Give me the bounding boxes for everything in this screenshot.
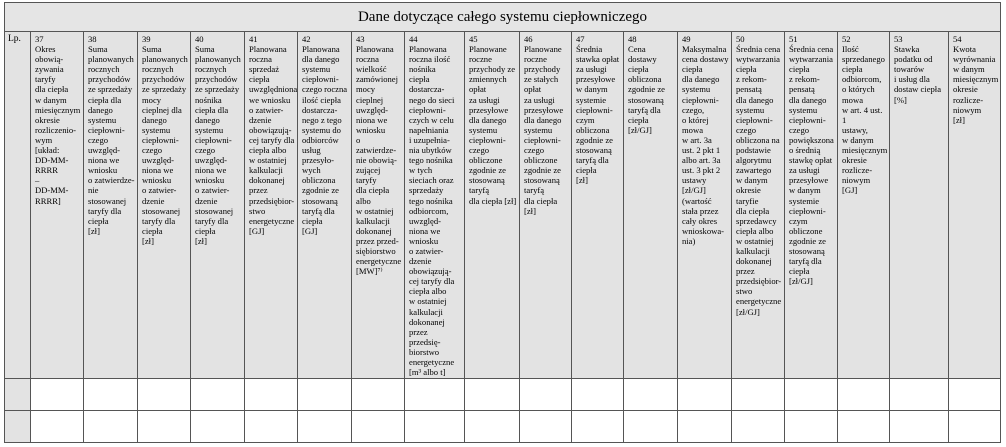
- column-description: Suma planowanych rocznych przychodów ze sprzedaży ciepła dla danego systemu ciepłowni- czego uwzględ- niona we wniosku o zatwierdze- nie stosowanej taryfy dla ciepła [zł]: [88, 44, 135, 236]
- column-number: 38: [88, 34, 97, 44]
- table-cell[interactable]: [31, 411, 84, 443]
- column-header-43: [352, 32, 405, 379]
- table-cell[interactable]: [678, 379, 732, 411]
- lp-header: Lp.: [5, 32, 31, 379]
- column-number: 48: [628, 34, 637, 44]
- column-description: Ilość sprzedanego ciepła odbiorcom, o których mowa w art. 4 ust. 1 ustawy, w danym miesięcznym okresie rozlicze- niowym [GJ]: [842, 44, 888, 196]
- table-cell[interactable]: [298, 411, 352, 443]
- column-number: 37: [35, 34, 44, 44]
- column-header-46: [520, 32, 572, 379]
- column-description: Okres obowią- zywania taryfy dla ciepła w danym miesięcznym okresie rozliczenio- wym [układ: DD-MM- RRRR – DD-MM- RRRR]: [35, 44, 81, 206]
- table-cell[interactable]: [890, 411, 949, 443]
- column-number: 50: [736, 34, 745, 44]
- column-header-38: [84, 32, 138, 379]
- column-number: 41: [249, 34, 258, 44]
- table-cell[interactable]: [191, 379, 245, 411]
- table-cell[interactable]: [405, 379, 465, 411]
- table-cell[interactable]: [84, 379, 138, 411]
- column-header-39: [138, 32, 191, 379]
- column-number: 46: [524, 34, 533, 44]
- lp-cell[interactable]: [5, 411, 31, 443]
- column-header-52: [838, 32, 890, 379]
- column-description: Średnia stawka opłat za usługi przesyłowe w danym systemie ciepłowni- czym obliczona zgodnie ze stosowaną taryfą dla ciepła [zł]: [576, 44, 620, 186]
- column-description: Planowana roczna ilość nośnika ciepła dostarcza- nego do sieci ciepłowni- czych w celu napełniania i uzupełnia- nia ubytków tego nośnika w tych sieciach oraz sprzedaży tego nośnika odbiorcom, uwzględ- niona we wniosku o zatwier- dzenie obowiązują- cej taryfy dla ciepła albo w ostatniej kalkulacji dokonanej przez przedsię- biorstwo energetyczne [m³ albo t]: [409, 44, 455, 378]
- column-header-51: [785, 32, 838, 379]
- column-number: 54: [953, 34, 962, 44]
- table-cell[interactable]: [838, 379, 890, 411]
- column-header-53: [890, 32, 949, 379]
- column-header-40: [191, 32, 245, 379]
- column-description: Planowana roczna sprzedaż ciepła uwzględniona we wniosku o zatwier- dzenie obowiązują- cej taryfy dla ciepła albo w ostatniej kalkulacji dokonanej przez przedsiębior- stwo energetyczne [GJ]: [249, 44, 298, 236]
- document-page: [4, 2, 1000, 442]
- column-number: 40: [195, 34, 204, 44]
- table-cell[interactable]: [732, 379, 785, 411]
- column-description: Suma planowanych rocznych przychodów ze sprzedaży mocy cieplnej dla danego systemu ciepłowni- czego uwzględ- niona we wniosku o zatwier- dzenie stosowanej taryfy dla ciepła [zł]: [142, 44, 188, 246]
- column-number: 44: [409, 34, 418, 44]
- column-header-42: [298, 32, 352, 379]
- table-cell[interactable]: [465, 379, 520, 411]
- column-header-45: [465, 32, 520, 379]
- table-body: [5, 379, 1001, 443]
- column-description: Planowana roczna wielkość zamówionej mocy cieplnej uwzględ- niona we wniosku o zatwierdze- nie obowią- zującej taryfy dla ciepła albo w ostatniej kalkulacji dokonanej przez przed- siębiorstwo energetyczne [MW]⁷⁾: [356, 44, 402, 277]
- table-cell[interactable]: [405, 411, 465, 443]
- column-number: 53: [894, 34, 903, 44]
- column-header-48: [624, 32, 678, 379]
- column-description: Stawka podatku od towarów i usług dla dostaw ciepła [%]: [894, 44, 942, 105]
- table-cell[interactable]: [678, 411, 732, 443]
- table-cell[interactable]: [785, 411, 838, 443]
- table-cell[interactable]: [245, 411, 298, 443]
- table-cell[interactable]: [298, 379, 352, 411]
- table-cell[interactable]: [732, 411, 785, 443]
- column-header-41: [245, 32, 298, 379]
- table-cell[interactable]: [785, 379, 838, 411]
- table-cell[interactable]: [138, 379, 191, 411]
- table-title: Dane dotyczące całego systemu ciepłowniczego: [5, 3, 1001, 32]
- table-cell[interactable]: [624, 411, 678, 443]
- table-cell[interactable]: [465, 411, 520, 443]
- column-description: Średnia cena wytwarzania ciepła z rekom- pensatą dla danego systemu ciepłowni- czego powiększona o średnią stawkę opłat za usługi przesyłowe w danym systemie ciepłowni- czym obliczone zgodnie ze stosowaną taryfą dla ciepła [zł/GJ]: [789, 44, 834, 287]
- column-header-54: [949, 32, 1001, 379]
- table-row: [5, 379, 1001, 411]
- column-description: Planowane roczne przychody ze stałych opłat za usługi przesyłowe dla danego systemu ciepłowni- czego obliczone zgodnie ze stosowaną taryfą dla ciepła [zł]: [524, 44, 564, 216]
- column-number: 49: [682, 34, 691, 44]
- table-cell[interactable]: [352, 411, 405, 443]
- table-cell[interactable]: [624, 379, 678, 411]
- column-number: 51: [789, 34, 798, 44]
- column-description: Planowane roczne przychody ze zmiennych opłat za usługi przesyłowe dla danego systemu ciepłowni- czego obliczone zgodnie ze stosowaną taryfą dla ciepła [zł]: [469, 44, 517, 206]
- column-header-37: [31, 32, 84, 379]
- column-header-50: [732, 32, 785, 379]
- table-cell[interactable]: [572, 411, 624, 443]
- column-description: Kwota wyrównania w danym miesięcznym okresie rozlicze- niowym [zł]: [953, 44, 999, 125]
- table-cell[interactable]: [31, 379, 84, 411]
- table-cell[interactable]: [84, 411, 138, 443]
- table-cell[interactable]: [191, 411, 245, 443]
- table-cell[interactable]: [838, 411, 890, 443]
- table-cell[interactable]: [352, 379, 405, 411]
- table-cell[interactable]: [949, 411, 1001, 443]
- column-number: 52: [842, 34, 851, 44]
- table-cell[interactable]: [520, 379, 572, 411]
- column-header-row: [5, 32, 1001, 379]
- heating-system-table: [4, 2, 1001, 443]
- column-description: Cena dostawy ciepła obliczona zgodnie ze stosowaną taryfą dla ciepła [zł/GJ]: [628, 44, 665, 135]
- table-cell[interactable]: [572, 379, 624, 411]
- column-number: 43: [356, 34, 365, 44]
- column-description: Średnia cena wytwarzania ciepła z rekom- pensatą dla danego systemu ciepłowni- czego obliczona na podstawie algorytmu zawartego w danym okresie taryfie dla ciepła sprzedawcy ciepła albo w ostatniej kalkulacji dokonanej przez przedsiębior- stwo energetyczne [zł/GJ]: [736, 44, 782, 317]
- column-number: 45: [469, 34, 478, 44]
- column-number: 42: [302, 34, 311, 44]
- table-cell[interactable]: [138, 411, 191, 443]
- column-header-47: [572, 32, 624, 379]
- table-cell[interactable]: [520, 411, 572, 443]
- table-cell[interactable]: [949, 379, 1001, 411]
- column-description: Maksymalna cena dostawy ciepła dla danego systemu ciepłowni- czego, o której mowa w art. 3a ust. 2 pkt 1 albo art. 3a ust. 3 pkt 2 ustawy [zł/GJ] (wartość stała przez cały okres wnioskowa- nia): [682, 44, 729, 246]
- lp-cell[interactable]: [5, 379, 31, 411]
- column-header-49: [678, 32, 732, 379]
- column-number: 47: [576, 34, 585, 44]
- table-cell[interactable]: [245, 379, 298, 411]
- table-row: [5, 411, 1001, 443]
- column-header-44: [405, 32, 465, 379]
- column-description: Planowana dla danego systemu ciepłowni- czego roczna ilość ciepła dostarcza- nego z tego systemu do odbiorców usług przesyło- wych obliczona zgodnie ze stosowaną taryfą dla ciepła [GJ]: [302, 44, 348, 236]
- column-description: Suma planowanych rocznych przychodów ze sprzedaży nośnika ciepła dla danego systemu ciepłowni- czego uwzględ- niona we wniosku o zatwier- dzenie stosowanej taryfy dla ciepła [zł]: [195, 44, 241, 246]
- column-number: 39: [142, 34, 151, 44]
- table-cell[interactable]: [890, 379, 949, 411]
